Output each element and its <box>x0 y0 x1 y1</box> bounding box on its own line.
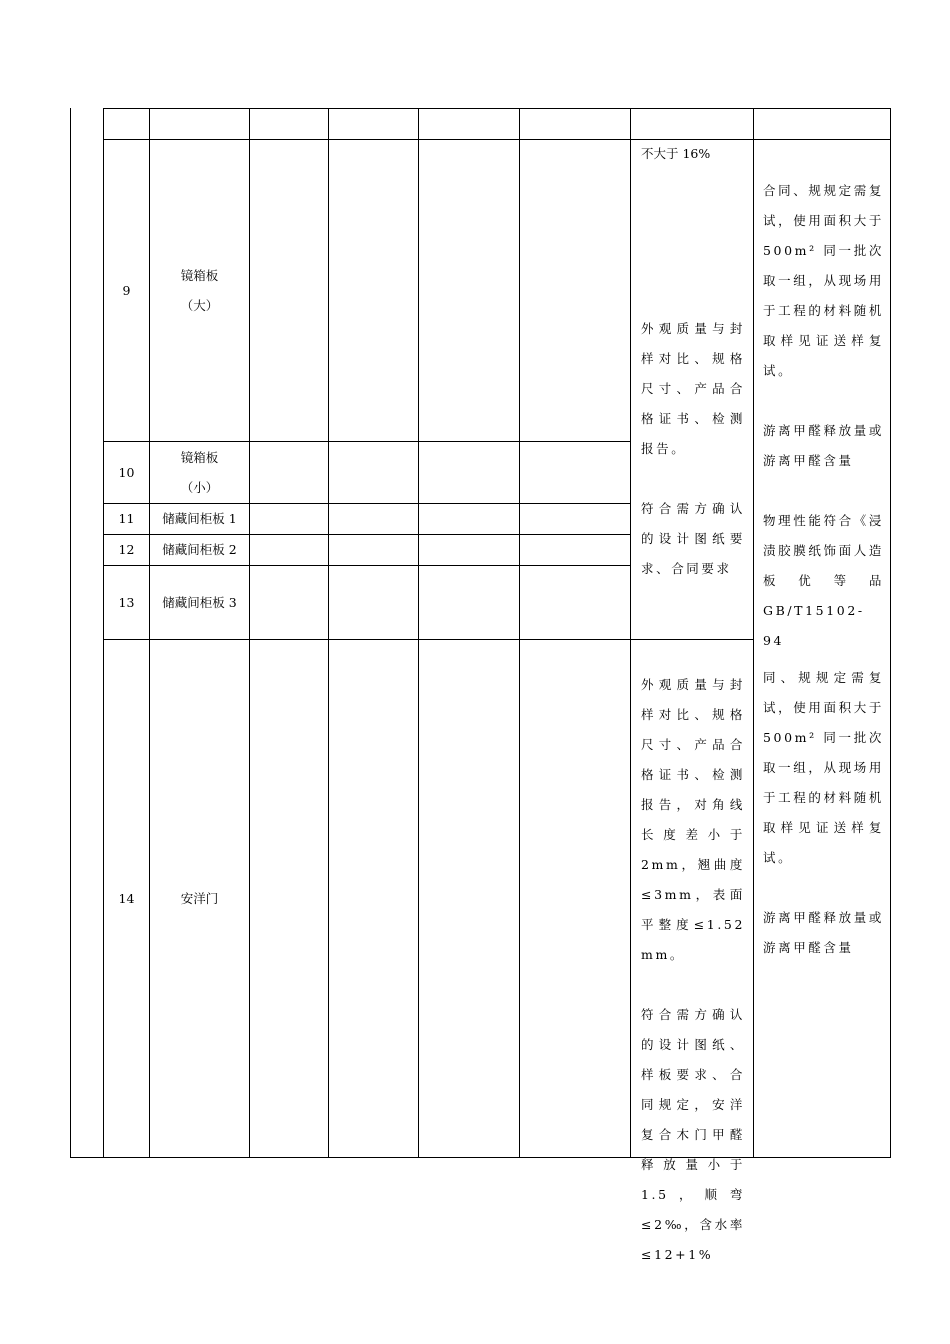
spec-cell <box>631 284 753 576</box>
table-border-bottom <box>70 1157 891 1158</box>
material-name-line1: 镜箱板 <box>180 267 219 283</box>
spec-paragraph: 符合需方确认的设计图纸、样板要求、合同规定，安洋复合木门甲醛释放量小于 1.5，顺弯≤2‰，含水率≤12+1% <box>641 1007 745 1262</box>
row-number-text: 12 <box>118 542 135 557</box>
material-name <box>150 140 249 441</box>
test-cell <box>754 146 890 648</box>
column-divider <box>519 108 520 1158</box>
material-table <box>70 108 891 1262</box>
column-divider <box>328 108 329 1158</box>
material-name <box>150 566 249 639</box>
column-divider <box>249 108 250 1158</box>
material-name <box>150 442 249 503</box>
spec-paragraph: 外观质量与封样对比、规格尺寸、产品合格证书、检测报告，对角线长度差小于 2mm，翘曲度≤3mm，表面平整度≤1.52 mm。 <box>641 677 745 962</box>
row-number <box>104 442 149 503</box>
row-number-text: 13 <box>118 594 135 610</box>
row-number <box>104 566 149 639</box>
material-name-text: 储藏间柜板 1 <box>162 511 237 526</box>
test-paragraph: 合同、规规定需复试，使用面积大于 500m² 同一批次取一组，从现场用于工程的材料随机取样见证送样复试。 <box>763 183 884 378</box>
material-name <box>150 504 249 534</box>
material-name-text: 储藏间柜板 3 <box>162 594 237 610</box>
test-paragraph: 游离甲醛释放量或游离甲醛含量 <box>763 910 884 955</box>
spec-cell <box>631 640 753 1262</box>
row-number-text: 14 <box>118 890 135 906</box>
material-name-line1: 镜箱板 <box>180 449 219 465</box>
row-number-text: 9 <box>122 282 131 298</box>
table-border-right <box>890 108 891 1158</box>
material-name-line2: （大） <box>180 297 219 313</box>
row-number-text: 11 <box>118 511 135 526</box>
row-number <box>104 504 149 534</box>
test-cell <box>754 633 890 955</box>
material-name <box>150 535 249 565</box>
row-number <box>104 140 149 441</box>
row-number <box>104 640 149 1157</box>
table-border-top <box>103 108 891 109</box>
spec-text: 不大于 16% <box>641 146 711 161</box>
test-paragraph: 同、规规定需复试，使用面积大于 500m² 同一批次取一组，从现场用于工程的材料随机取样见证送样复试。 <box>763 670 884 865</box>
material-name <box>150 640 249 1157</box>
material-name-text: 安洋门 <box>180 890 219 906</box>
test-paragraph: 游离甲醛释放量或游离甲醛含量 <box>763 423 884 468</box>
column-divider <box>418 108 419 1158</box>
row-number <box>104 535 149 565</box>
spec-cell <box>631 109 753 161</box>
material-name-text: 储藏间柜板 2 <box>162 542 237 557</box>
material-name-line2: （小） <box>180 479 219 495</box>
spec-paragraph: 符合需方确认的设计图纸要求、合同要求 <box>641 501 745 576</box>
table-border-left <box>70 108 71 1158</box>
test-paragraph: 物理性能符合《浸渍胶膜纸饰面人造板优等品 GB/T15102-94 <box>763 513 884 648</box>
spec-paragraph: 外观质量与封样对比、规格尺寸、产品合格证书、检测报告。 <box>641 321 745 456</box>
row-number-text: 10 <box>118 464 135 480</box>
